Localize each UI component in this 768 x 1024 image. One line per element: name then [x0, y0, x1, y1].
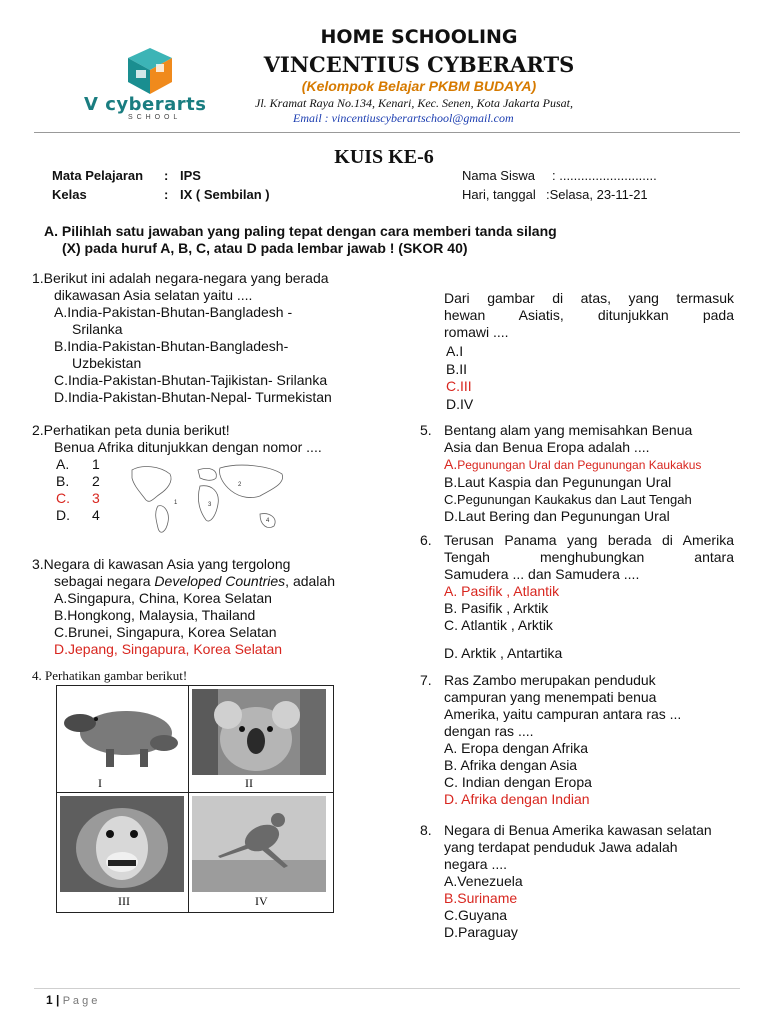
- map-label-4: 4: [266, 518, 270, 524]
- q5-number: 5.: [420, 422, 432, 438]
- q6-option-c: C. Atlantik , Arktik: [444, 617, 553, 633]
- q4-cont-line1: Dari gambar di atas, yang termasuk: [444, 290, 734, 306]
- grid-divider-h: [56, 792, 334, 793]
- page-word: P a g e: [62, 995, 98, 1007]
- page-title: KUIS KE-6: [334, 146, 434, 168]
- mandrill-icon: [60, 796, 184, 892]
- student-value: : ...........................: [552, 168, 657, 183]
- subject-colon: :: [164, 168, 169, 183]
- q5-line1: Bentang alam yang memisahkan Benua: [444, 422, 693, 438]
- q4-cont-line3: romawi ....: [444, 324, 509, 340]
- header-address: Jl. Kramat Raya No.134, Kenari, Kec. Senen, Kota Jakarta Pusat,: [255, 96, 573, 110]
- q1-option-a-cont: Srilanka: [72, 321, 123, 337]
- q6-line2: Tengah menghubungkan antara: [444, 549, 734, 565]
- q4-option-a: A.I: [446, 343, 464, 359]
- kangaroo-image: [192, 796, 326, 892]
- q2-line2: Benua Afrika ditunjukkan dengan nomor ....: [54, 439, 322, 455]
- q6-option-a: A. Pasifik , Atlantik: [444, 583, 560, 599]
- q8-line1: Negara di Benua Amerika kawasan selatan: [444, 822, 712, 838]
- mandrill-image: [60, 796, 184, 892]
- q3-option-b: B.Hongkong, Malaysia, Thailand: [54, 607, 256, 623]
- grid-label-2: II: [245, 776, 253, 790]
- q2-option-c: 3: [92, 490, 100, 506]
- q2-option-d: 4: [92, 507, 100, 523]
- q8-option-a: A.Venezuela: [444, 873, 523, 889]
- page-separator: |: [56, 993, 60, 1007]
- q7-line1: Ras Zambo merupakan penduduk: [444, 672, 656, 688]
- q4-continuation: [444, 290, 734, 341]
- platypus-icon: [60, 689, 184, 775]
- grid-divider-v: [188, 685, 189, 913]
- q7-option-c: C. Indian dengan Eropa: [444, 774, 592, 790]
- question-8: [444, 822, 712, 941]
- q7-option-b: B. Afrika dengan Asia: [444, 757, 578, 773]
- q6-number: 6.: [420, 532, 432, 548]
- q5-option-b: B.Laut Kaspia dan Pegunungan Ural: [444, 474, 672, 490]
- q1-option-b: B.India-Pakistan-Bhutan-Bangladesh-: [54, 338, 289, 354]
- q3-option-d: D.Jepang, Singapura, Korea Selatan: [54, 641, 283, 657]
- world-map-image: [120, 456, 298, 544]
- world-map-icon: [120, 456, 298, 544]
- header-line3: (Kelompok Belajar PKBM BUDAYA): [301, 78, 537, 94]
- grid-label-1: I: [98, 776, 102, 790]
- q8-option-d: D.Paraguay: [444, 924, 518, 940]
- footer-rule: [34, 988, 740, 989]
- subject-value: IPS: [180, 168, 201, 183]
- q1-line2: dikawasan Asia selatan yaitu ....: [54, 287, 253, 303]
- date-value: :Selasa, 23-11-21: [546, 187, 648, 202]
- q2-option-d-label: D.: [56, 507, 70, 523]
- q3-option-c: C.Brunei, Singapura, Korea Selatan: [54, 624, 277, 640]
- q3-line2b: Developed Countries: [154, 573, 286, 589]
- q7-number: 7.: [420, 672, 432, 688]
- question-7: [444, 672, 681, 808]
- q2-line1: 2.Perhatikan peta dunia berikut!: [32, 422, 230, 438]
- date-label: Hari, tanggal: [462, 187, 536, 202]
- q7-option-d: D. Afrika dengan Indian: [444, 791, 590, 807]
- q5-line2: Asia dan Benua Eropa adalah ....: [444, 439, 650, 455]
- class-value: IX ( Sembilan ): [180, 187, 270, 202]
- q3-option-a: A.Singapura, China, Korea Selatan: [54, 590, 272, 606]
- q8-line2: yang terdapat penduduk Jawa adalah: [444, 839, 678, 855]
- q8-number: 8.: [420, 822, 432, 838]
- page-number: 1: [46, 993, 53, 1007]
- q1-option-d: D.India-Pakistan-Bhutan-Nepal- Turmekistan: [54, 389, 332, 405]
- q8-option-c: C.Guyana: [444, 907, 508, 923]
- q2-options: [56, 456, 100, 524]
- q4-option-d: D.IV: [446, 395, 474, 412]
- q6-line3: Samudera ... dan Samudera ....: [444, 566, 640, 582]
- q7-line3: Amerika, yaitu campuran antara ras ...: [444, 706, 682, 722]
- q4-option-c: C.III: [446, 378, 472, 394]
- q5-option-d: D.Laut Bering dan Pegunungan Ural: [444, 508, 670, 524]
- logo-subtext: S C H O O L: [128, 114, 179, 121]
- q5-option-a-label: A.: [444, 456, 458, 472]
- q1-option-b-cont: Uzbekistan: [72, 355, 142, 371]
- q8-option-b: B.Suriname: [444, 890, 518, 906]
- q1-option-c: C.India-Pakistan-Bhutan-Tajikistan- Srilanka: [54, 372, 328, 388]
- header-line1: HOME SCHOOLING: [320, 26, 518, 48]
- q7-line4: dengan ras ....: [444, 723, 534, 739]
- q1-line1: 1.Berikut ini adalah negara-negara yang berada: [32, 270, 329, 286]
- q4-option-b: B.II: [446, 360, 468, 377]
- grid-label-3: III: [118, 894, 130, 908]
- class-colon: :: [164, 187, 169, 202]
- page-footer: [46, 993, 97, 1007]
- header-email: Email : vincentiuscyberartschool@gmail.com: [293, 111, 514, 125]
- q4-cont-line2: hewan Asiatis, ditunjukkan pada: [444, 307, 734, 323]
- kangaroo-icon: [192, 796, 326, 892]
- q2-option-a-label: A.: [56, 456, 70, 472]
- q8-line3: negara ....: [444, 856, 508, 872]
- q1-option-a: A.India-Pakistan-Bhutan-Bangladesh -: [54, 304, 293, 320]
- q2-option-b-label: B.: [56, 473, 70, 489]
- grid-label-4: IV: [255, 894, 268, 908]
- question-5: [444, 422, 701, 525]
- q2-option-a: 1: [92, 456, 100, 472]
- header-rule: [34, 132, 740, 133]
- question-1: [32, 270, 332, 406]
- q6-option-b: B. Pasifik , Arktik: [444, 600, 549, 616]
- question-2: [32, 422, 322, 456]
- question-6: [444, 532, 734, 634]
- subject-label: Mata Pelajaran: [52, 168, 144, 183]
- q6-line1: Terusan Panama yang berada di Amerika: [444, 532, 734, 548]
- q2-option-b: 2: [92, 473, 100, 489]
- q4-options: [446, 343, 473, 413]
- koala-icon: [192, 689, 326, 775]
- q3-line1: 3.Negara di kawasan Asia yang tergolong: [32, 556, 291, 572]
- class-label: Kelas: [52, 187, 87, 202]
- q3-line2c: , adalah: [285, 573, 335, 589]
- student-label: Nama Siswa: [462, 168, 535, 183]
- map-label-2: 2: [238, 482, 242, 488]
- platypus-image: [60, 689, 184, 775]
- map-label-1: 1: [174, 500, 178, 506]
- q4-line1: 4. Perhatikan gambar berikut!: [32, 668, 188, 683]
- q7-line2: campuran yang menempati benua: [444, 689, 657, 705]
- q2-option-c-label: C.: [56, 490, 70, 506]
- q5-option-c: C.Pegunungan Kaukakus dan Laut Tengah: [444, 492, 692, 507]
- instruction-line1: A. Pilihlah satu jawaban yang paling tepat dengan cara memberi tanda silang: [44, 223, 557, 239]
- q7-option-a: A. Eropa dengan Afrika: [444, 740, 588, 756]
- logo-wordmark: V cyberarts: [84, 94, 207, 115]
- header-line2: VINCENTIUS CYBERARTS: [263, 52, 575, 77]
- instruction-line2: (X) pada huruf A, B, C, atau D pada lembar jawab ! (SKOR 40): [62, 240, 468, 256]
- question-3: [32, 556, 335, 658]
- q6-option-d: D. Arktik , Antartika: [444, 645, 563, 661]
- map-label-3: 3: [208, 502, 212, 508]
- q5-option-a: Pegunungan Ural dan Pegunungan Kaukakus: [457, 458, 702, 472]
- koala-image: [192, 689, 326, 775]
- q3-line2a: sebagai negara: [54, 573, 155, 589]
